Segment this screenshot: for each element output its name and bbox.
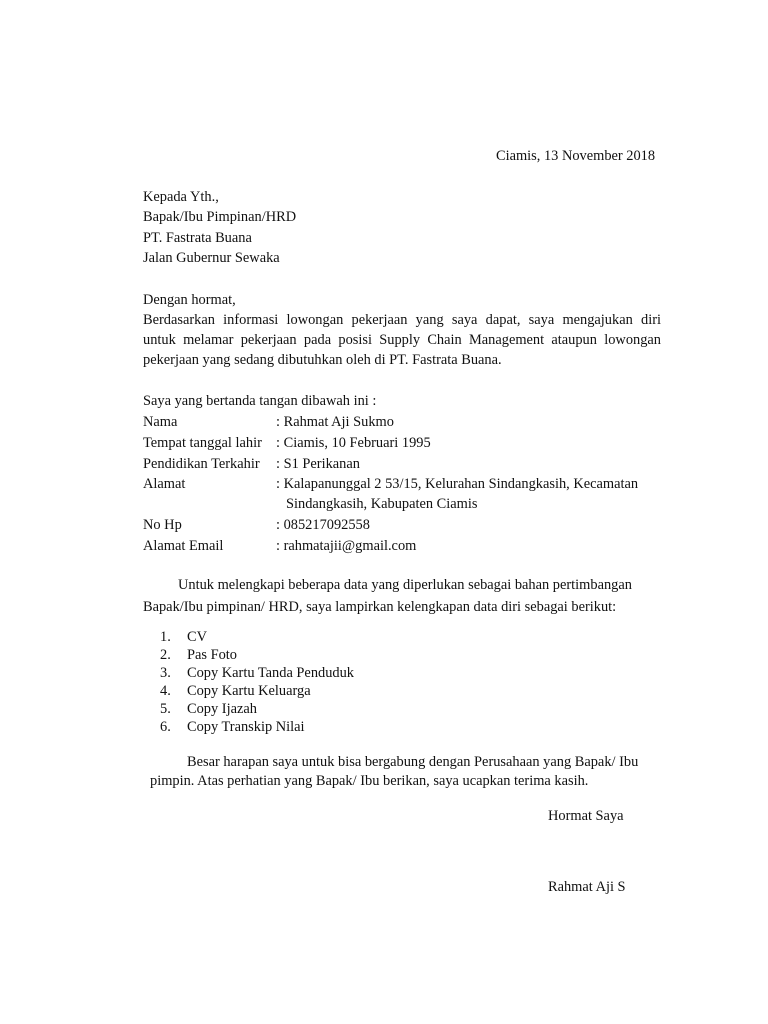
closing-line-1: Besar harapan saya untuk bisa bergabung dengan Perusahaan yang Bapak/ Ibu — [187, 754, 639, 770]
recipient-line-3: Jalan Gubernur Sewaka — [143, 250, 280, 266]
phone-label: No Hp — [143, 517, 182, 533]
address-label: Alamat — [143, 476, 186, 492]
list-item-text: Pas Foto — [187, 647, 237, 663]
attachments-intro-line-1: Untuk melengkapi beberapa data yang diperlukan sebagai bahan pertimbangan — [178, 577, 632, 593]
list-item-number: 2. — [160, 647, 171, 663]
name-value: : Rahmat Aji Sukmo — [276, 414, 394, 430]
attachments-intro-line-2: Bapak/Ibu pimpinan/ HRD, saya lampirkan kelengkapan data diri sebagai berikut: — [143, 599, 617, 615]
birth-label: Tempat tanggal lahir — [143, 435, 262, 451]
closing-line-2: pimpin. Atas perhatian yang Bapak/ Ibu berikan, saya ucapkan terima kasih. — [150, 773, 589, 789]
list-item-number: 6. — [160, 719, 171, 735]
phone-value: : 085217092558 — [276, 517, 370, 533]
birth-value: : Ciamis, 10 Februari 1995 — [276, 435, 431, 451]
greeting: Dengan hormat, — [143, 292, 236, 308]
education-value: : S1 Perikanan — [276, 456, 360, 472]
intro-line-2: untuk melamar pekerjaan pada posisi Supply Chain Management ataupun lowongan — [143, 332, 661, 348]
list-item-text: CV — [187, 629, 207, 645]
education-label: Pendidikan Terkahir — [143, 456, 260, 472]
place-date: Ciamis, 13 November 2018 — [496, 148, 656, 164]
signoff: Hormat Saya — [548, 808, 624, 824]
recipient-line-1: Bapak/Ibu Pimpinan/HRD — [143, 209, 297, 225]
intro-line-1: Berdasarkan informasi lowongan pekerjaan yang saya dapat, saya mengajukan diri — [143, 312, 661, 328]
email-value: : rahmatajii@gmail.com — [276, 538, 417, 554]
list-item-text: Copy Ijazah — [187, 701, 257, 717]
signature-name: Rahmat Aji S — [548, 879, 626, 895]
list-item-text: Copy Kartu Keluarga — [187, 683, 311, 699]
recipient-line-2: PT. Fastrata Buana — [143, 230, 252, 246]
recipient-salutation: Kepada Yth., — [143, 189, 219, 205]
intro-line-3: pekerjaan yang sedang dibutuhkan oleh di PT. Fastrata Buana. — [143, 352, 502, 368]
list-item-number: 5. — [160, 701, 171, 717]
list-item-text: Copy Transkip Nilai — [187, 719, 305, 735]
address-value-line-2: Sindangkasih, Kabupaten Ciamis — [286, 496, 478, 512]
email-label: Alamat Email — [143, 538, 224, 554]
address-value-line-1: : Kalapanunggal 2 53/15, Kelurahan Sindangkasih, Kecamatan — [276, 476, 639, 492]
list-item-number: 1. — [160, 629, 171, 645]
list-item-text: Copy Kartu Tanda Penduduk — [187, 665, 354, 681]
list-item-number: 4. — [160, 683, 171, 699]
identity-intro: Saya yang bertanda tangan dibawah ini : — [143, 393, 377, 409]
name-label: Nama — [143, 414, 178, 430]
list-item-number: 3. — [160, 665, 171, 681]
